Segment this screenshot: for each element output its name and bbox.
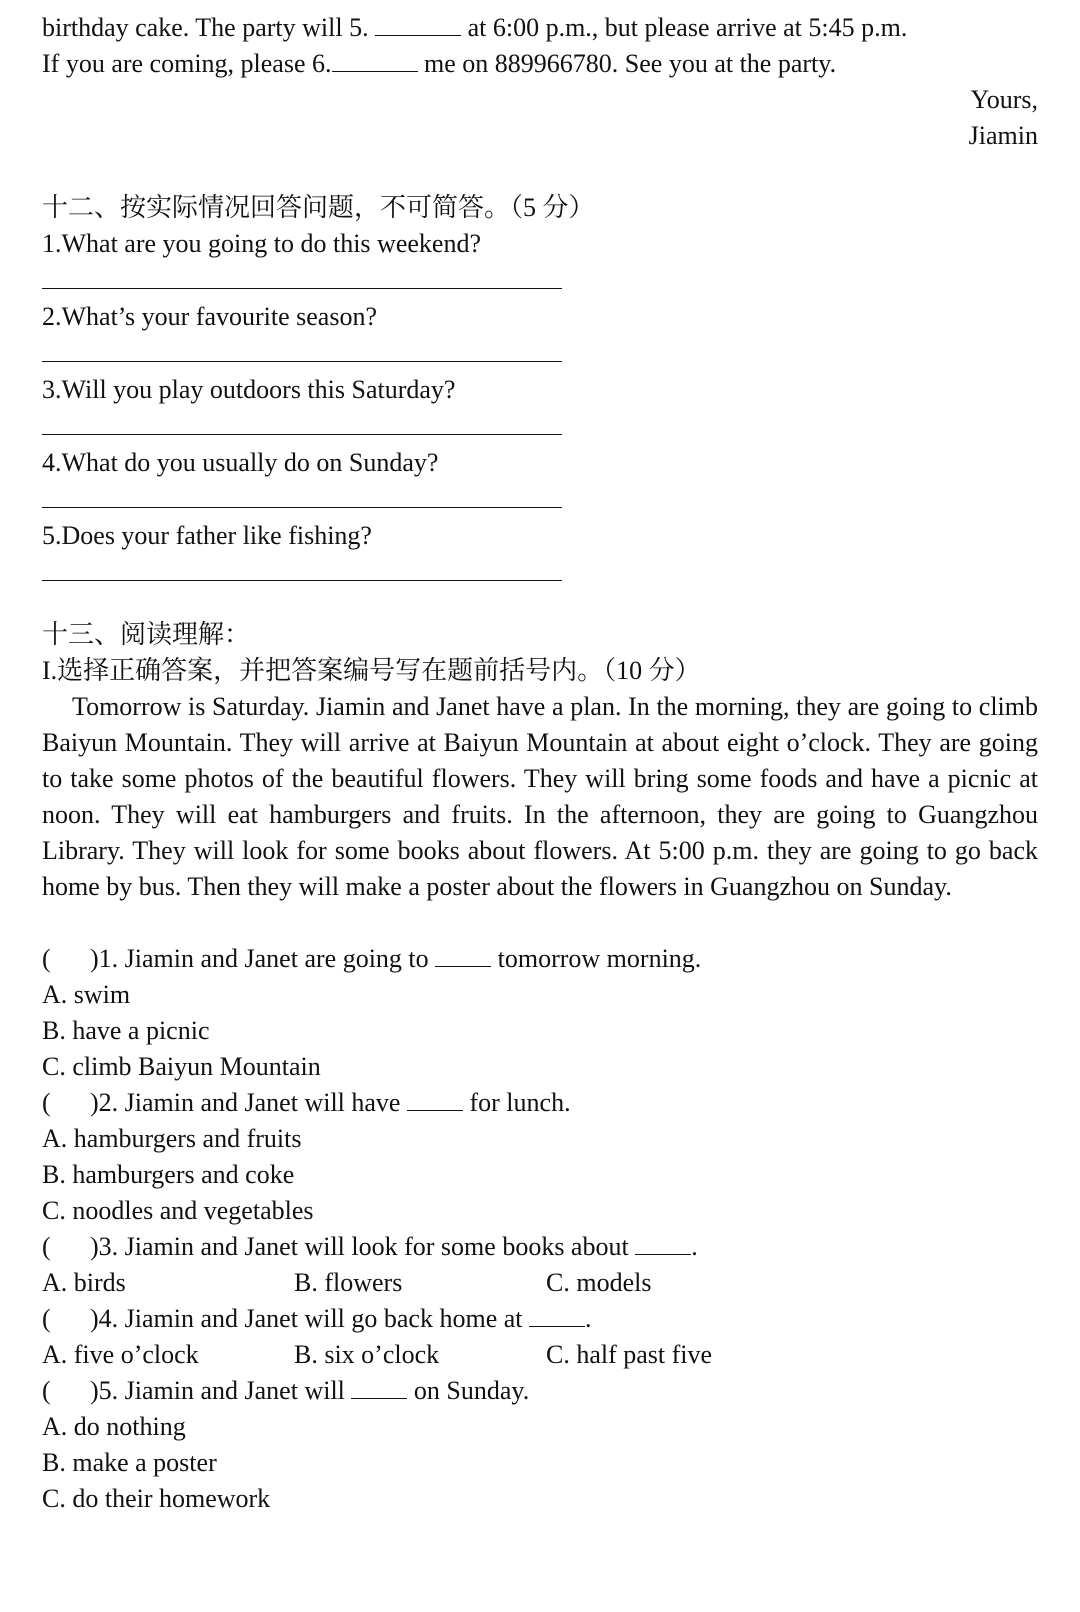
question-stem: )2. Jiamin and Janet will have <box>90 1088 401 1117</box>
option: B. six o’clock <box>294 1340 440 1369</box>
mc-question-2 <box>42 1085 1038 1121</box>
worksheet-page <box>42 10 1038 1517</box>
letter-text: If you are coming, please 6. <box>42 49 332 78</box>
option: A. hamburgers and fruits <box>42 1124 302 1153</box>
mc-question-3 <box>42 1229 1038 1265</box>
option: C. do their homework <box>42 1484 271 1513</box>
question-12-5: 5.Does your father like fishing? <box>42 521 372 550</box>
mc-question-4 <box>42 1301 1038 1337</box>
option: A. do nothing <box>42 1412 186 1441</box>
answer-bracket[interactable]: ( <box>42 944 51 973</box>
blank-6[interactable] <box>332 71 418 72</box>
option-row <box>42 1337 1038 1373</box>
letter-text: me on 889966780. See you at the party. <box>424 49 837 78</box>
option: A. swim <box>42 980 131 1009</box>
question-stem: for lunch. <box>469 1088 571 1117</box>
blank-5[interactable] <box>375 35 461 36</box>
option: B. make a poster <box>42 1448 217 1477</box>
option: A. birds <box>42 1268 126 1297</box>
option: C. noodles and vegetables <box>42 1196 314 1225</box>
answer-bracket[interactable]: ( <box>42 1232 51 1261</box>
question-blank <box>529 1326 585 1327</box>
letter-text: birthday cake. The party will 5. <box>42 13 369 42</box>
section-12-title: 十二、按实际情况回答问题，不可简答。（5 分） <box>42 193 595 222</box>
option: B. hamburgers and coke <box>42 1160 295 1189</box>
question-stem: )5. Jiamin and Janet will <box>90 1376 345 1405</box>
section-13 <box>42 617 1038 1517</box>
answer-line-3[interactable] <box>42 434 562 435</box>
question-stem: tomorrow morning. <box>497 944 702 973</box>
option: C. climb Baiyun Mountain <box>42 1052 321 1081</box>
answer-bracket[interactable]: ( <box>42 1304 51 1333</box>
question-stem: )4. Jiamin and Janet will go back home at <box>90 1304 523 1333</box>
reading-passage: Tomorrow is Saturday. Jiamin and Janet have a plan. In the morning, they are going to climb Baiyun Mountain. They will arrive at Baiyun Mountain at about eight o’clock. They are going to take some photos of the beautiful flowers. They will bring some foods and have a picnic at noon. They will eat hamburgers and fruits. In the afternoon, they are going to Guangzhou Library. They will look for some books about flowers. At 5:00 p.m. they are going to go back home by bus. Then they will make a poster about the flowers in Guangzhou on Sunday. <box>42 692 1038 901</box>
answer-line-4[interactable] <box>42 507 562 508</box>
answer-bracket[interactable]: ( <box>42 1088 51 1117</box>
question-blank <box>635 1254 691 1255</box>
letter-text: at 6:00 p.m., but please arrive at 5:45 p.m. <box>467 13 908 42</box>
option: C. models <box>546 1268 652 1297</box>
question-stem: )3. Jiamin and Janet will look for some books about <box>90 1232 629 1261</box>
answer-line-2[interactable] <box>42 361 562 362</box>
mc-question-1 <box>42 941 1038 977</box>
mc-question-5 <box>42 1373 1038 1409</box>
section-13-title: 十三、阅读理解： <box>42 620 251 649</box>
part-1-title: I.选择正确答案，并把答案编号写在题前括号内。（10 分） <box>42 656 701 685</box>
question-blank <box>407 1110 463 1111</box>
option: C. half past five <box>546 1340 713 1369</box>
letter-signature: Jiamin <box>968 121 1038 150</box>
question-stem: )1. Jiamin and Janet are going to <box>90 944 429 973</box>
option: B. flowers <box>294 1268 403 1297</box>
letter-closing: Yours, <box>970 85 1038 114</box>
option-row <box>42 1265 1038 1301</box>
section-12 <box>42 190 1038 581</box>
option: A. five o’clock <box>42 1340 199 1369</box>
question-12-1: 1.What are you going to do this weekend? <box>42 229 481 258</box>
question-12-2: 2.What’s your favourite season? <box>42 302 378 331</box>
question-stem: on Sunday. <box>413 1376 530 1405</box>
question-blank <box>351 1398 407 1399</box>
letter-line-2 <box>42 46 1038 82</box>
question-12-4: 4.What do you usually do on Sunday? <box>42 448 439 477</box>
question-stem: . <box>691 1232 698 1261</box>
option: B. have a picnic <box>42 1016 210 1045</box>
question-12-3: 3.Will you play outdoors this Saturday? <box>42 375 456 404</box>
question-stem: . <box>585 1304 592 1333</box>
answer-line-1[interactable] <box>42 288 562 289</box>
answer-line-5[interactable] <box>42 580 562 581</box>
question-blank <box>435 966 491 967</box>
answer-bracket[interactable]: ( <box>42 1376 51 1405</box>
letter-line-1 <box>42 10 1038 46</box>
